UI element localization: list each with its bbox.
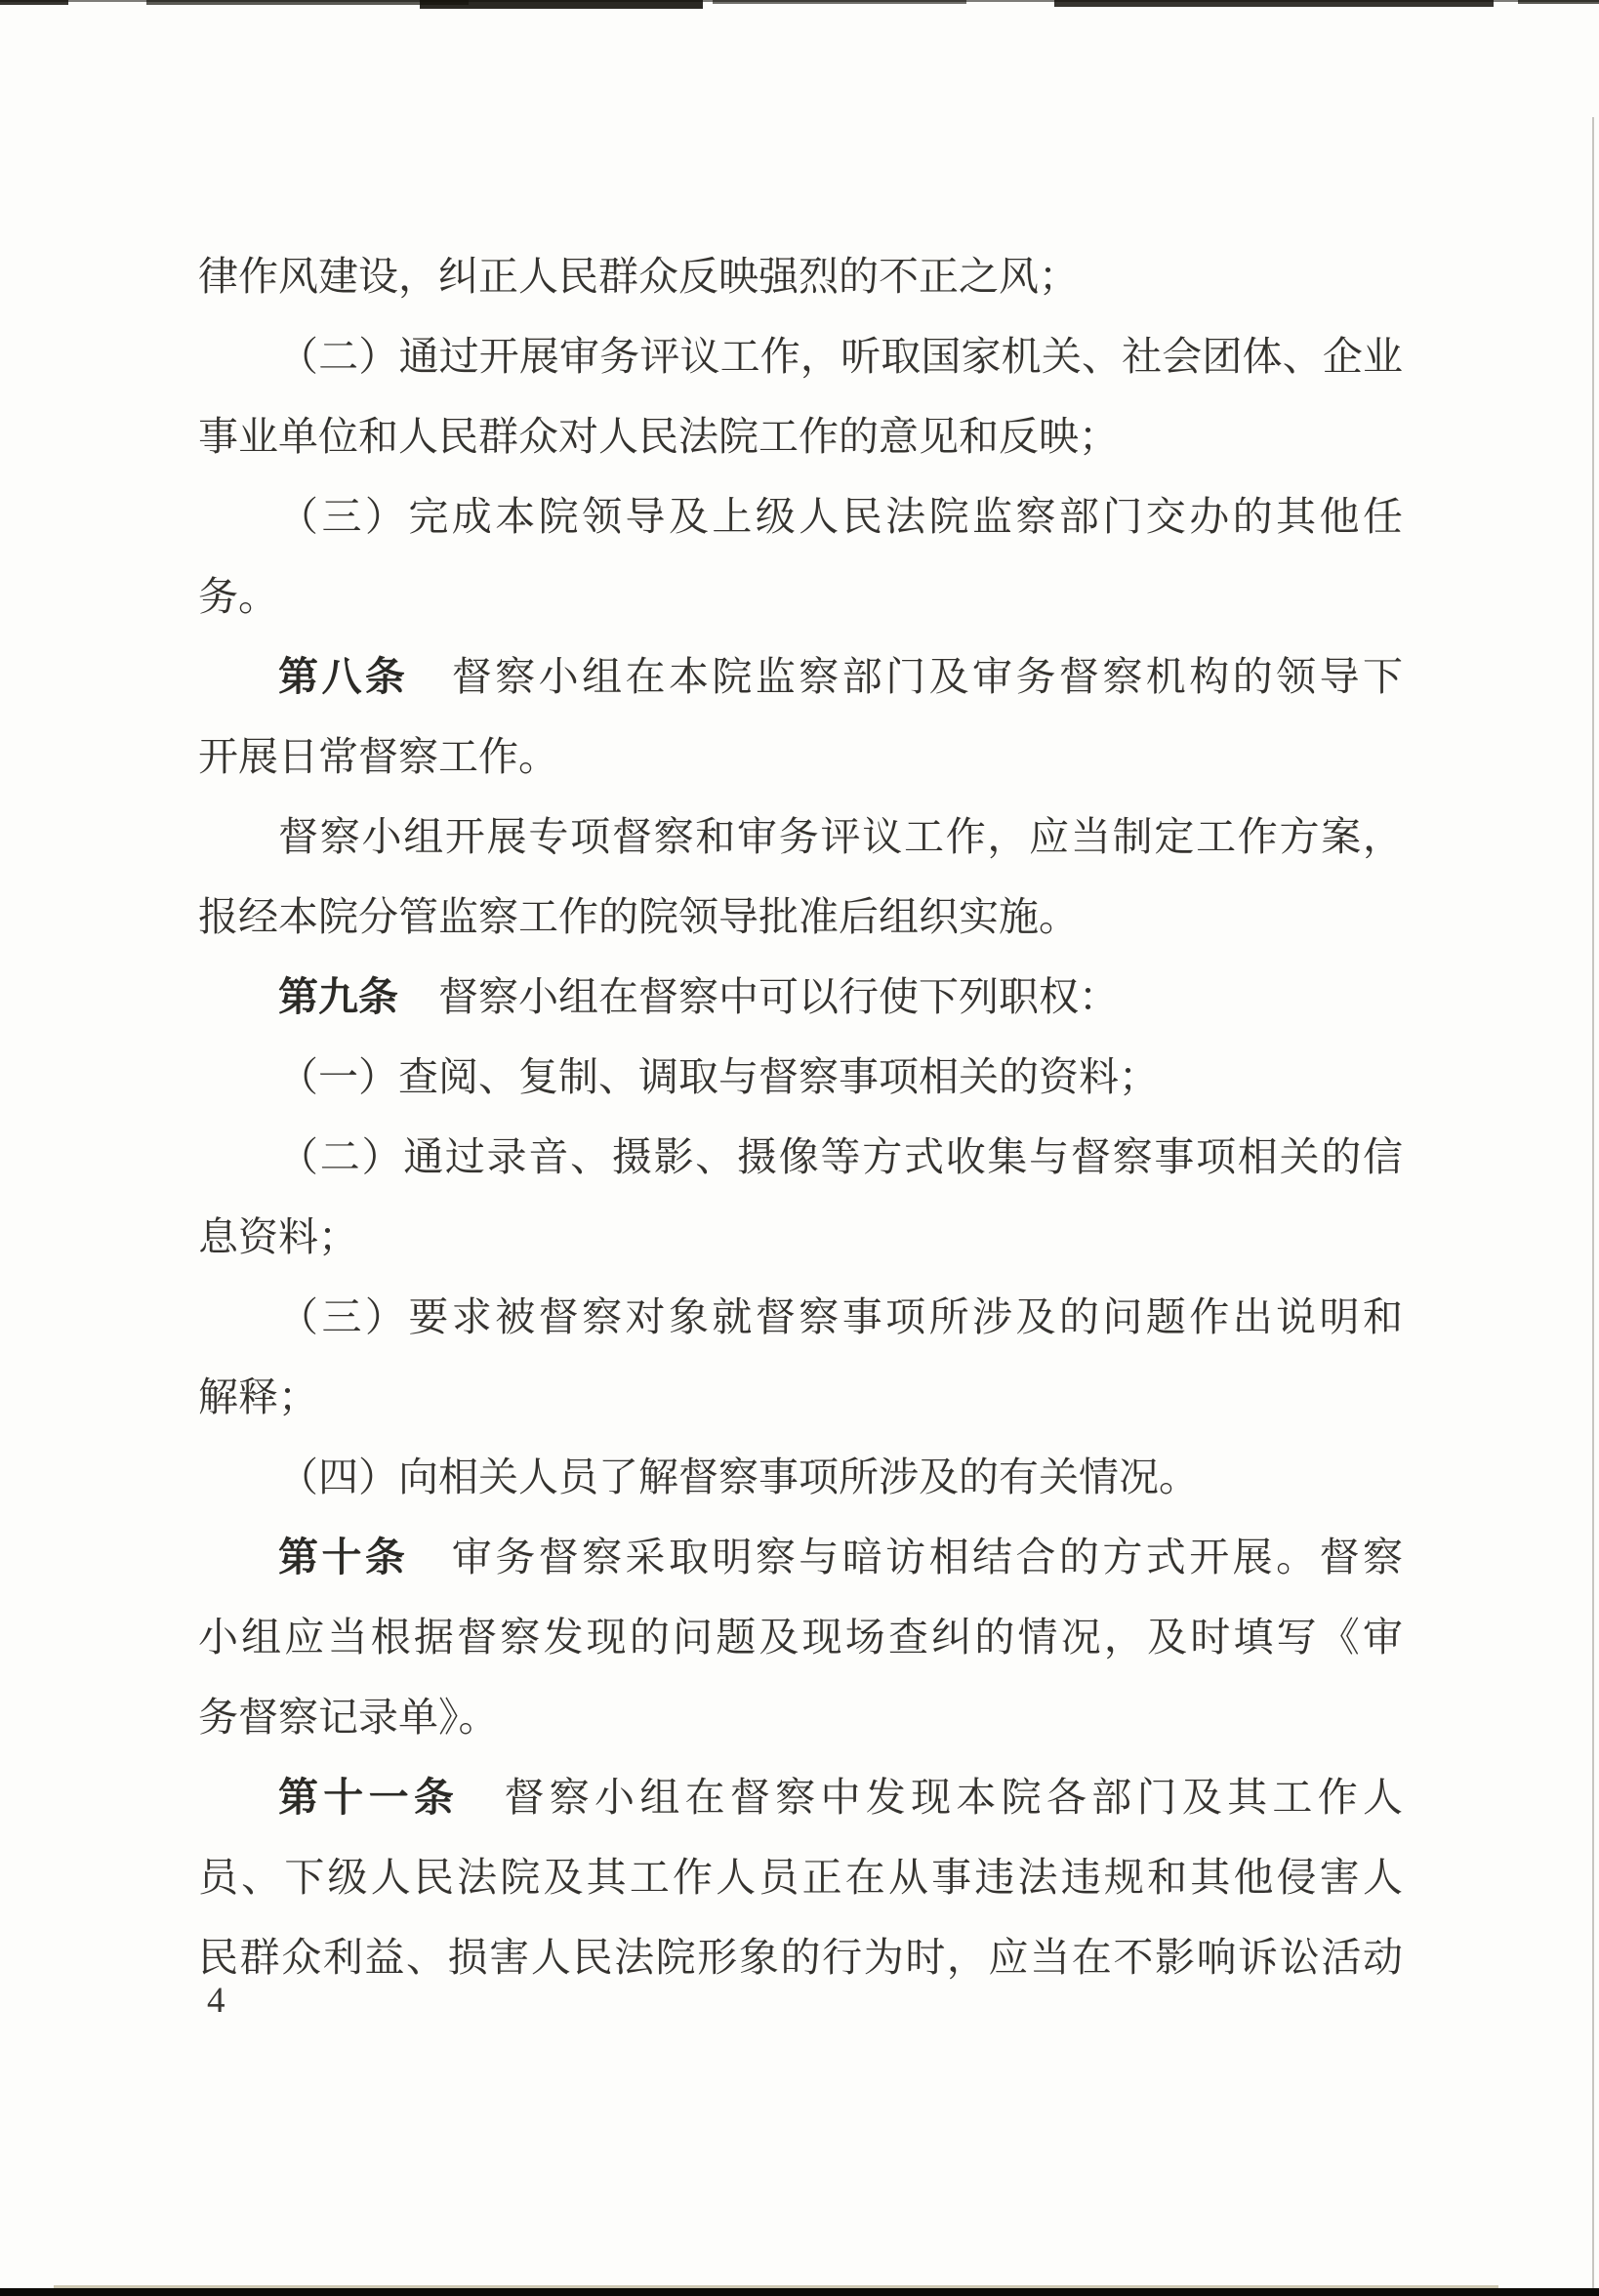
text-line [198,1837,1403,1917]
article-number: 第十一条 [278,1775,460,1820]
scan-mark [713,0,966,4]
text-line [198,316,1403,396]
text-line [198,1437,1403,1517]
text-segment: 律作风建设，纠正人民群众反映强烈的不正之风； [198,254,1079,299]
text-segment: 息资料； [198,1214,358,1259]
page-number: 4 [207,1981,226,2021]
scan-artifact-bottom-edge [0,2288,1599,2296]
text-segment: 小组应当根据督察发现的问题及现场查纠的情况，及时填写《审 [198,1615,1403,1660]
text-segment: 报经本院分管监察工作的院领导批准后组织实施。 [198,894,1079,939]
text-line [198,476,1403,556]
text-line [198,396,1403,476]
text-segment: （四）向相关人员了解督察事项所涉及的有关情况。 [278,1455,1199,1499]
text-segment: 员、下级人民法院及其工作人员正在从事违法违规和其他侵害人 [198,1855,1403,1900]
text-segment: （三）要求被督察对象就督察事项所涉及的问题作出说明和 [278,1294,1403,1339]
text-segment: 审务督察采取明察与暗访相结合的方式开展。督察 [408,1535,1404,1579]
text-segment: 督察小组开展专项督察和审务评议工作，应当制定工作方案， [278,814,1403,859]
text-segment: 解释； [198,1374,318,1419]
text-line [198,877,1403,957]
text-line [198,636,1403,717]
text-segment: 开展日常督察工作。 [198,734,558,779]
text-line [198,1117,1403,1197]
text-line [198,1197,1403,1277]
text-segment: 务督察记录单》。 [198,1695,499,1740]
scan-mark [1054,0,1494,7]
text-line [198,1917,1403,1997]
text-segment: 事业单位和人民群众对人民法院工作的意见和反映； [198,414,1119,459]
text-segment: 务。 [198,574,278,619]
article-number: 第八条 [278,654,409,699]
article-number: 第九条 [278,974,398,1019]
text-line [198,717,1403,797]
document-body [198,236,1403,1997]
text-line [198,1037,1403,1117]
text-line [198,556,1403,636]
text-segment: （二）通过开展审务评议工作，听取国家机关、社会团体、企业 [278,334,1403,379]
text-segment: 督察小组在督察中可以行使下列职权： [398,974,1119,1019]
scan-mark [420,0,703,9]
text-line [198,797,1403,877]
text-segment: 督察小组在本院监察部门及审务督察机构的领导下 [408,654,1404,699]
text-line [198,1757,1403,1837]
scan-mark [1518,0,1599,4]
text-segment: （三）完成本院领导及上级人民法院监察部门交办的其他任 [278,494,1403,539]
scan-artifact-right-edge-line [1592,117,1594,2288]
scan-artifact-top-edge [0,0,1599,14]
text-segment: 督察小组在督察中发现本院各部门及其工作人 [459,1775,1404,1820]
article-number: 第十条 [278,1535,409,1579]
text-segment: 民群众利益、损害人民法院形象的行为时，应当在不影响诉讼活动 [198,1935,1403,1980]
scan-mark [0,0,68,5]
text-line [198,1277,1403,1357]
text-line [198,1517,1403,1597]
text-segment: （一）查阅、复制、调取与督察事项相关的资料； [278,1054,1159,1099]
text-segment: （二）通过录音、摄影、摄像等方式收集与督察事项相关的信 [278,1134,1403,1179]
text-line [198,1357,1403,1437]
text-line [198,236,1403,316]
text-line [198,1677,1403,1757]
text-line [198,1597,1403,1677]
text-line [198,957,1403,1037]
